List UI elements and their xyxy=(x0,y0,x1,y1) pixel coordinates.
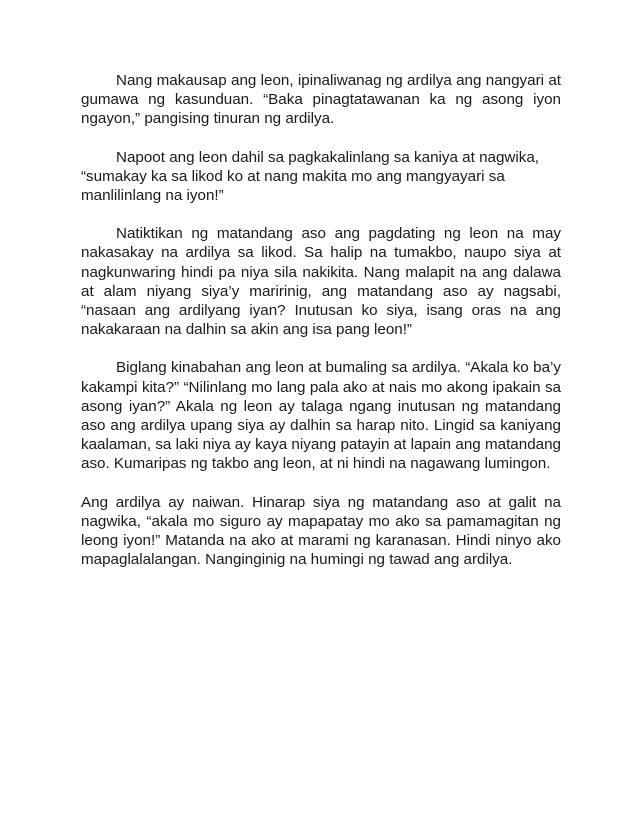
story-text xyxy=(81,71,561,588)
paragraph-2: Napoot ang leon dahil sa pagkakalinlang sa kaniya at nagwika, “sumakay ka sa likod ko at nang makita mo ang mangyayari sa manlilinlang na iyon!” xyxy=(81,148,540,205)
paragraph-5: Ang ardilya ay naiwan. Hinarap siya ng matandang aso at galit na nagwika, “akala mo siguro ay mapapatay mo ako sa pamamagitan ng leong iyon!” Matanda na ako at marami ng karanasan. Hindi ninyo ako mapaglalalangan. Nanginginig na humingi ng tawad ang ardilya. xyxy=(81,493,561,569)
paragraph-3: Natiktikan ng matandang aso ang pagdating ng leon na may nakasakay na ardilya sa likod. Sa halip na tumakbo, naupo siya at nagkunwaring hindi pa niya sila nakikita. Nang malapit na ang dalawa at alam niyang siya’y maririnig, ang matandang aso ay nagsabi, “nasaan ang ardilyang iyan? Inutusan ko siya, isang oras na ang nakakaraan na dalhin sa akin ang isa pang leon!” xyxy=(81,225,561,339)
paragraph-4: Biglang kinabahan ang leon at bumaling sa ardilya. “Akala ko ba’y kakampi kita?” “Nilinlang mo lang pala ako at nais mo akong ipakain sa asong iyan?” Akala ng leon ay talaga ngang inutusan ng matandang aso ang ardilya upang siya ay dalhin sa harap nito. Lingid sa kaniyang kaalaman, sa laki niya ay kaya niyang patayin at lapain ang matandang aso. Kumaripas ng takbo ang leon, at ni hindi na nagawang lumingon. xyxy=(81,359,561,473)
paragraph-1: Nang makausap ang leon, ipinaliwanag ng ardilya ang nangyari at gumawa ng kasunduan. “Baka pinagtatawanan ka ng asong iyon ngayon,” pangising tinuran ng ardilya. xyxy=(81,72,561,128)
